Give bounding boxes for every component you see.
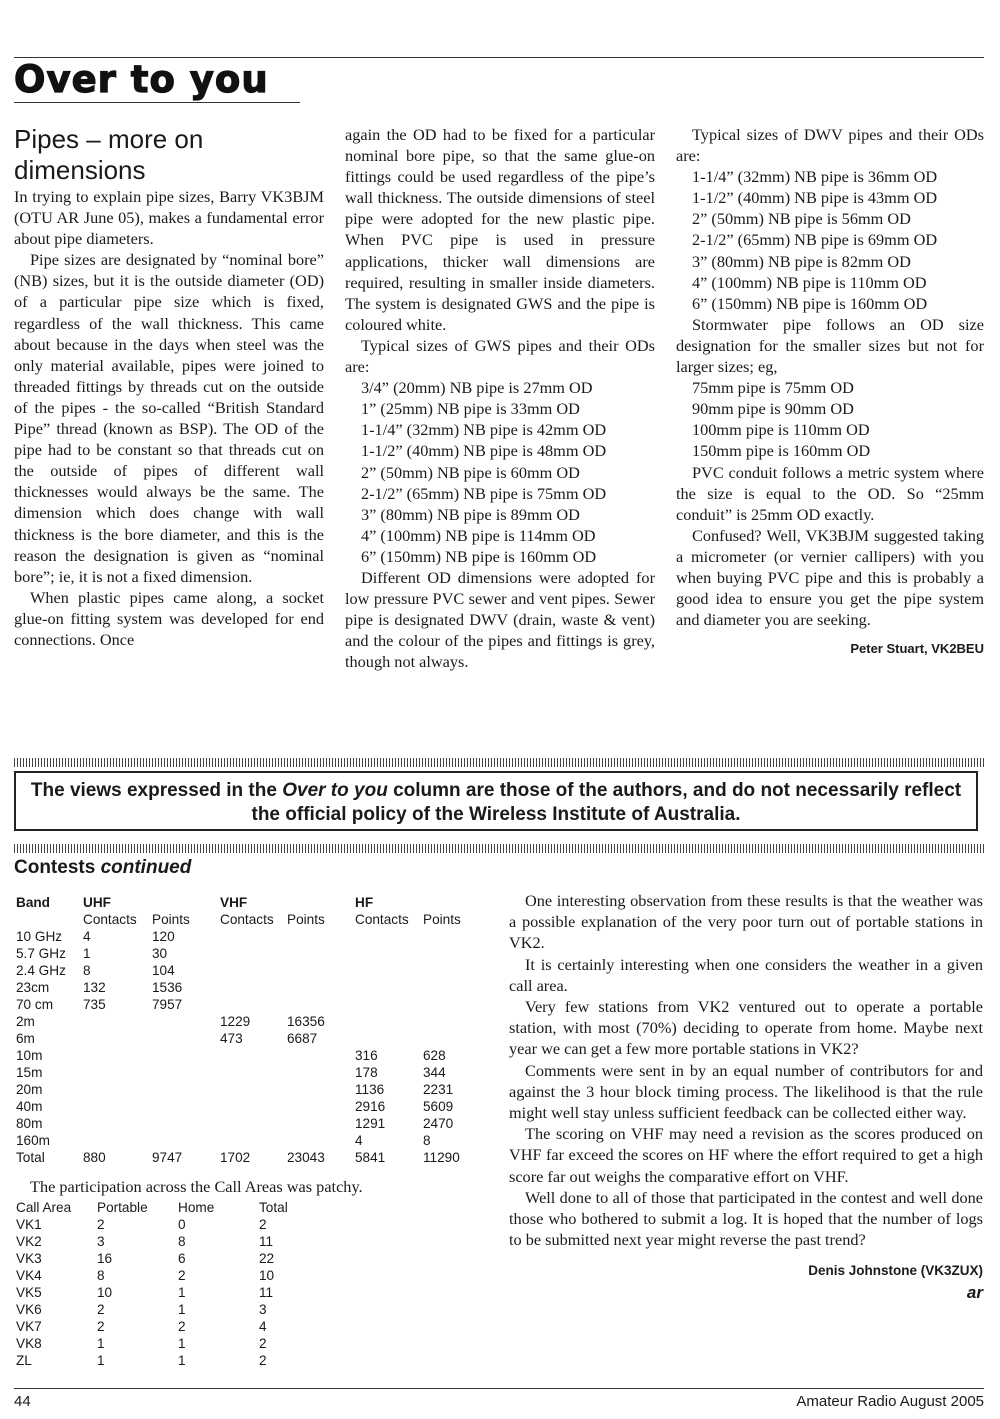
band-label-cell: 10m	[16, 1048, 43, 1063]
table-row	[16, 1267, 316, 1284]
table-cell: 22	[259, 1251, 275, 1266]
table-header-row	[16, 894, 496, 911]
list-item: 3/4” (20mm) NB pipe is 27mm OD	[361, 378, 593, 398]
contests-column-right	[509, 890, 983, 1303]
table-cell: 628	[423, 1048, 446, 1063]
table-cell: 132	[83, 980, 106, 995]
table-cell: 8	[178, 1234, 186, 1249]
contests-heading-continued: continued	[100, 857, 192, 878]
table-cell: 1229	[220, 1014, 251, 1029]
gws-size-list	[345, 377, 655, 567]
table-cell: 2	[178, 1319, 186, 1334]
call-area-cell: VK4	[16, 1268, 42, 1283]
band-label-cell: 2m	[16, 1014, 35, 1029]
list-item: 1” (25mm) NB pipe is 33mm OD	[361, 399, 580, 419]
table-cell: 2470	[423, 1116, 454, 1131]
list-item: 4” (100mm) NB pipe is 110mm OD	[692, 272, 927, 292]
article-paragraph: Typical sizes of GWS pipes and their ODs are:	[345, 335, 655, 377]
table-row	[16, 1335, 316, 1352]
table-row	[16, 1081, 496, 1098]
contests-paragraph: It is certainly interesting when one considers the weather in a given call area.	[509, 954, 983, 995]
call-area-cell: VK6	[16, 1302, 42, 1317]
table-cell: 8	[97, 1268, 105, 1283]
list-item: 2-1/2” (65mm) NB pipe is 69mm OD	[692, 230, 938, 250]
band-label-cell: 160m	[16, 1133, 51, 1148]
table-cell: 735	[83, 997, 106, 1012]
contests-paragraph: The scoring on VHF may need a revision as the scores produced on VHF far exceed the scores on HF where the effort required to get a high score far out weighs the comparative effort on VHF.	[509, 1124, 983, 1186]
call-area-cell: VK8	[16, 1336, 42, 1351]
disclaimer-box	[14, 771, 978, 831]
band-label-cell: 20m	[16, 1082, 43, 1097]
table-cell: 4	[259, 1319, 267, 1334]
list-item: 4” (100mm) NB pipe is 114mm OD	[361, 525, 596, 545]
band-results-table	[16, 894, 496, 1166]
table-cell: 1	[97, 1336, 105, 1351]
table-cell: 11	[259, 1285, 274, 1300]
table-cell: 316	[355, 1048, 378, 1063]
table-header-cell: Points	[152, 912, 190, 927]
table-cell: 5609	[423, 1099, 454, 1114]
section-title: Over to you	[14, 58, 269, 101]
table-header-cell: Contacts	[355, 912, 409, 927]
table-header-cell: Band	[16, 895, 50, 910]
table-cell: 1	[178, 1302, 186, 1317]
table-cell: 120	[152, 929, 175, 944]
list-item: 6” (150mm) NB pipe is 160mm OD	[361, 546, 597, 566]
table-header-cell: HF	[355, 895, 374, 910]
footer-rule	[14, 1388, 984, 1389]
call-area-cell: VK5	[16, 1285, 42, 1300]
table-header-cell: UHF	[83, 895, 111, 910]
table-cell: 473	[220, 1031, 243, 1046]
list-item: 75mm pipe is 75mm OD	[692, 378, 854, 398]
table-header-cell: Contacts	[220, 912, 274, 927]
table-cell: 104	[152, 963, 175, 978]
table-cell: 3	[97, 1234, 105, 1249]
article-paragraph: Different OD dimensions were adopted for low pressure PVC sewer and vent pipes. Sewer pipe is designated DWV (drain, waste & vent) and the colour of the pipes and fittings is grey, though not always.	[345, 567, 655, 672]
table-cell: 10	[259, 1268, 275, 1283]
article-paragraph: PVC conduit follows a metric system where the size is equal to the OD. So “25mm conduit” is 25mm OD exactly.	[676, 462, 984, 524]
publication-name: Amateur Radio August 2005	[796, 1393, 984, 1410]
table-row	[16, 1250, 316, 1267]
table-row	[16, 1132, 496, 1149]
disclaimer-text-em: Over to you	[282, 780, 388, 801]
table-cell: 4	[83, 929, 91, 944]
table-header-cell: Portable	[97, 1200, 148, 1215]
table-cell: 1	[178, 1353, 186, 1368]
dwv-size-list	[676, 166, 984, 314]
table-row	[16, 1115, 496, 1132]
call-area-cell: VK7	[16, 1319, 42, 1334]
table-cell: 2	[259, 1353, 267, 1368]
contests-paragraph: Well done to all of those that participated in the contest and well done those who bothered to submit a log. It is hoped that the number of logs to be submitted next year might reverse the past trend?	[509, 1187, 983, 1250]
table-cell: 3	[259, 1302, 267, 1317]
list-item: 2-1/2” (65mm) NB pipe is 75mm OD	[361, 483, 607, 503]
table-cell: 2	[178, 1268, 186, 1283]
title-underline	[14, 102, 300, 103]
band-label-cell: 6m	[16, 1031, 35, 1046]
table-row	[16, 996, 496, 1013]
table-row	[16, 1216, 316, 1233]
table-header-cell: Home	[178, 1200, 215, 1215]
table-cell: 1	[97, 1353, 105, 1368]
table-row	[16, 1284, 316, 1301]
contests-heading	[14, 856, 191, 880]
table-row	[16, 928, 496, 945]
table-header-cell: Points	[423, 912, 461, 927]
table-cell: 1	[178, 1336, 186, 1351]
call-area-cell: VK1	[16, 1217, 42, 1232]
band-label-cell: 70 cm	[16, 997, 54, 1012]
band-label-cell: 5.7 GHz	[16, 946, 66, 961]
article-paragraph: Confused? Well, VK3BJM suggested taking a micrometer (or vernier callipers) with you when buying PVC pipe and this is probably a good idea to ensure you get the pipe system and diameter you are seeking.	[676, 525, 984, 630]
table-row	[16, 945, 496, 962]
article-paragraph: When plastic pipes came along, a socket glue-on fitting system was developed for end connections. Once	[14, 587, 324, 649]
participation-sentence: The participation across the Call Areas was patchy.	[30, 1177, 363, 1196]
call-table-body	[16, 1216, 316, 1369]
article-paragraph: Pipe sizes are designated by “nominal bore” (NB) sizes, but it is the outside diameter (OD) of a particular pipe size which is fixed, regardless of the wall thickness. This came about because in the days when steel was the only material available, pipes were joined to threaded fittings by threads cut on the outside of the pipes - the so-called “British Standard Pipe” thread (known as BSP). The OD of the pipe had to be constant so that threads cut on the outside of pipes of different wall thicknesses would always be the same. The dimension which does change with wall thickness is the bore diameter, and this is the reason the designation is given as “nominal bore”; ie, it is not a fixed dimension.	[14, 250, 324, 586]
table-cell: 178	[355, 1065, 378, 1080]
table-cell: 11290	[423, 1150, 460, 1165]
article-column-3	[676, 124, 984, 659]
end-mark: ar	[966, 1282, 983, 1302]
article-paragraph: again the OD had to be fixed for a particular nominal bore pipe, so that the same glue-on fittings could be used regardless of the pipe’s wall thickness. The outside dimensions of steel pipe were adopted for the new plastic pipe. When PVC pipe is used in pressure applications, thicker wall dimensions are required, resulting in smaller inside diameters. The system is designated GWS and the pipe is coloured white.	[345, 125, 655, 334]
table-cell: 880	[83, 1150, 106, 1165]
article-title: Pipes – more on dimensions	[14, 124, 204, 185]
disclaimer-text-post: column are those of the authors, and do not necessarily reflect the official policy of the Wireless Institute of Australia.	[251, 780, 962, 825]
table-row	[16, 1352, 316, 1369]
list-item: 1-1/4” (32mm) NB pipe is 36mm OD	[692, 167, 938, 187]
contests-heading-label: Contests	[14, 857, 96, 878]
table-cell: 1702	[220, 1150, 251, 1165]
table-cell: 6	[178, 1251, 186, 1266]
article-byline: Peter Stuart, VK2BEU	[850, 641, 984, 657]
list-item: 3” (80mm) NB pipe is 82mm OD	[692, 251, 911, 271]
table-cell: 2	[259, 1217, 267, 1232]
table-cell: 1136	[355, 1082, 385, 1097]
table-cell: 9747	[152, 1150, 183, 1165]
table-cell: 6687	[287, 1031, 318, 1046]
contests-paragraph: Very few stations from VK2 ventured out to operate a portable station, with most (70%) deciding to operate from home. Maybe next year we can get a few more portable stations in VK2?	[509, 997, 983, 1059]
list-item: 150mm pipe is 160mm OD	[692, 441, 871, 461]
hatched-divider	[14, 758, 984, 767]
band-label-cell: 15m	[16, 1065, 43, 1080]
table-header-cell: VHF	[220, 895, 248, 910]
table-cell: 1	[178, 1285, 186, 1300]
table-cell: 8	[423, 1133, 431, 1148]
table-row	[16, 1030, 496, 1047]
table-cell: 5841	[355, 1150, 386, 1165]
table-header-row	[16, 1199, 316, 1216]
table-row	[16, 1233, 316, 1250]
table-row	[16, 1149, 496, 1166]
list-item: 90mm pipe is 90mm OD	[692, 399, 854, 419]
table-cell: 1536	[152, 980, 183, 995]
band-label-cell: 80m	[16, 1116, 43, 1131]
list-item: 100mm pipe is 110mm OD	[692, 420, 870, 440]
table-cell: 0	[178, 1217, 186, 1232]
list-item: 2” (50mm) NB pipe is 56mm OD	[692, 209, 911, 229]
call-area-cell: ZL	[16, 1353, 32, 1368]
table-cell: 23043	[287, 1150, 325, 1165]
table-subheader-row	[16, 911, 496, 928]
table-cell: 30	[152, 946, 168, 961]
page-number: 44	[14, 1393, 31, 1410]
table-row	[16, 1318, 316, 1335]
table-cell: 4	[355, 1133, 363, 1148]
table-cell: 8	[83, 963, 91, 978]
band-label-cell: 2.4 GHz	[16, 963, 66, 978]
list-item: 1-1/4” (32mm) NB pipe is 42mm OD	[361, 420, 607, 440]
contests-signature: Denis Johnstone (VK3ZUX)	[808, 1263, 983, 1279]
table-cell: 2	[259, 1336, 267, 1351]
table-cell: 10	[97, 1285, 113, 1300]
article-paragraph: Typical sizes of DWV pipes and their ODs are:	[676, 125, 984, 166]
table-header-cell: Total	[259, 1200, 288, 1215]
contests-paragraph: One interesting observation from these results is that the weather was a possible explanation of the very poor turn out of portable stations in VK2.	[509, 891, 983, 953]
table-header-cell: Contacts	[83, 912, 137, 927]
call-area-cell: VK2	[16, 1234, 42, 1249]
table-cell: 1	[83, 946, 91, 961]
table-row	[16, 1301, 316, 1318]
table-cell: 11	[259, 1234, 274, 1249]
stormwater-size-list	[676, 377, 984, 461]
list-item: 1-1/2” (40mm) NB pipe is 43mm OD	[692, 188, 938, 208]
table-cell: 16356	[287, 1014, 325, 1029]
hatched-divider	[14, 844, 984, 853]
disclaimer-text-pre: The views expressed in the	[30, 780, 283, 801]
table-row	[16, 1047, 496, 1064]
table-cell: 2	[97, 1302, 105, 1317]
table-row	[16, 1013, 496, 1030]
band-table-body	[16, 928, 496, 1166]
list-item: 1-1/2” (40mm) NB pipe is 48mm OD	[361, 441, 607, 461]
table-row	[16, 979, 496, 996]
table-cell: 7957	[152, 997, 183, 1012]
table-row	[16, 1064, 496, 1081]
table-header-cell: Call Area	[16, 1200, 72, 1215]
table-cell: 2916	[355, 1099, 386, 1114]
article-column-1	[14, 124, 324, 650]
article-paragraph: In trying to explain pipe sizes, Barry VK3BJM (OTU AR June 05), makes a fundamental error about pipe diameters.	[14, 187, 324, 249]
article-paragraph: Stormwater pipe follows an OD size designation for the smaller sizes but not for larger sizes; eg,	[676, 314, 984, 377]
band-label-cell: 40m	[16, 1099, 43, 1114]
table-cell: 2231	[423, 1082, 454, 1097]
contests-paragraph: Comments were sent in by an equal number of contributors for and against the 3 hour block timing process. The likelihood is that the rule might well stay unless sufficient feedback can be collected either way.	[509, 1060, 983, 1123]
band-label-cell: Total	[16, 1150, 45, 1165]
table-cell: 16	[97, 1251, 113, 1266]
table-cell: 344	[423, 1065, 446, 1080]
list-item: 6” (150mm) NB pipe is 160mm OD	[692, 293, 928, 313]
list-item: 2” (50mm) NB pipe is 60mm OD	[361, 462, 580, 482]
table-row	[16, 962, 496, 979]
table-cell: 1291	[355, 1116, 386, 1131]
table-cell: 2	[97, 1319, 105, 1334]
table-cell: 2	[97, 1217, 105, 1232]
table-header-cell: Points	[287, 912, 325, 927]
call-area-cell: VK3	[16, 1251, 42, 1266]
article-column-2	[345, 124, 655, 672]
table-row	[16, 1098, 496, 1115]
call-area-table	[16, 1199, 316, 1369]
band-label-cell: 23cm	[16, 980, 50, 995]
band-label-cell: 10 GHz	[16, 929, 63, 944]
list-item: 3” (80mm) NB pipe is 89mm OD	[361, 504, 580, 524]
